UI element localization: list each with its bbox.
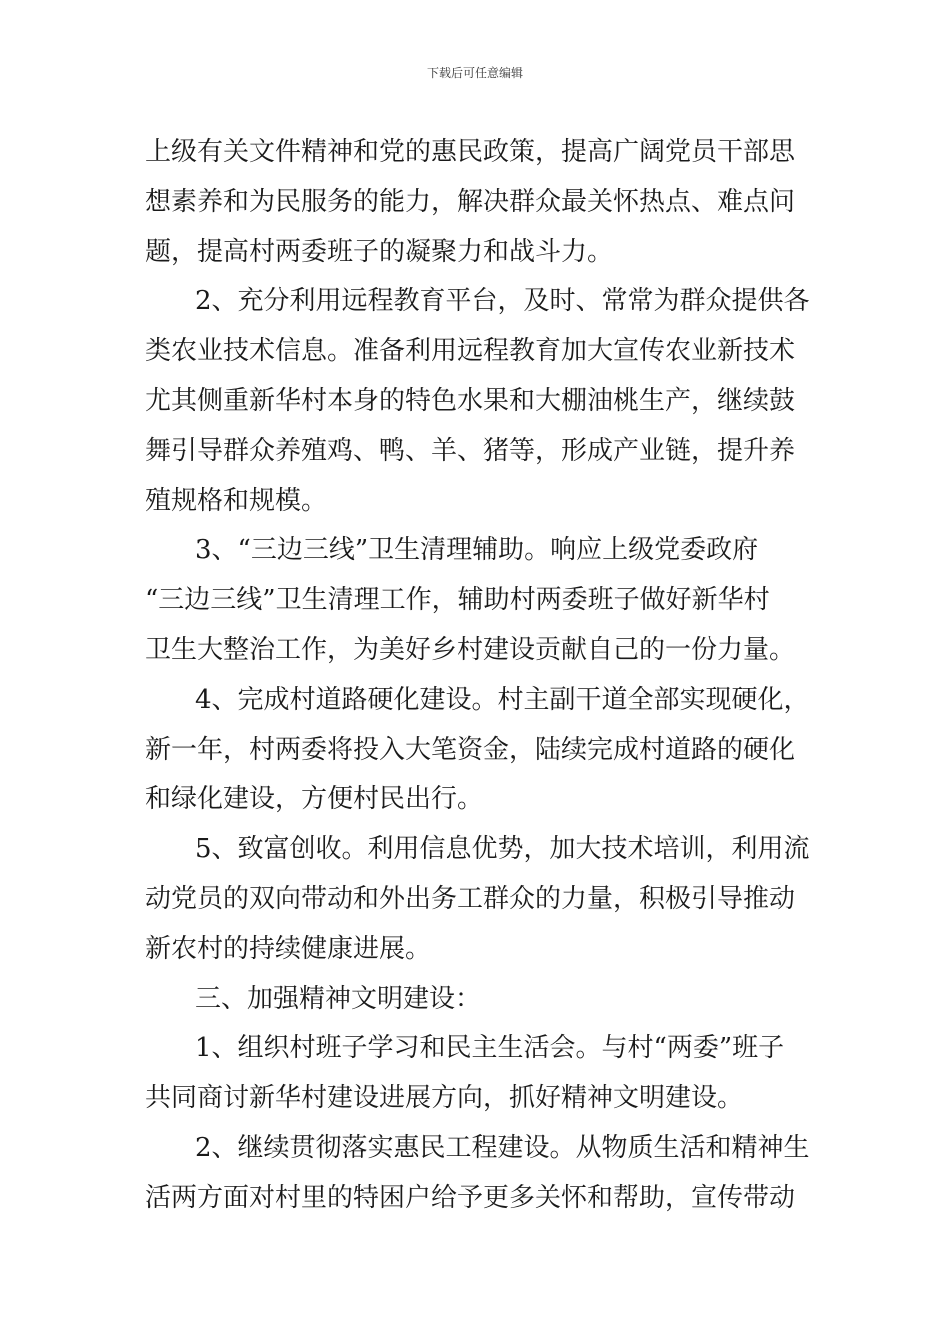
text-line: 2、继续贯彻落实惠民工程建设。从物质生活和精神生 [195,1132,810,1163]
text-line: 1、组织村班子学习和民主生活会。与村“两委”班子 [195,1033,785,1064]
text-line: 动党员的双向带动和外出务工群众的力量，积极引导推动 [145,883,796,914]
text-line: 5、致富创收。利用信息优势，加大技术培训，利用流 [195,834,810,865]
text-line: 舞引导群众养殖鸡、鸭、羊、猪等，形成产业链，提升养 [145,435,796,466]
text-line: 活两方面对村里的特困户给予更多关怀和帮助，宣传带动 [145,1182,796,1213]
text-line: 新农村的持续健康进展。 [145,933,432,964]
document-body [145,128,810,1224]
text-line: 新一年，村两委将投入大笔资金，陆续完成村道路的硬化 [145,734,796,765]
text-line: 4、完成村道路硬化建设。村主副干道全部实现硬化， [195,684,810,715]
text-line: 3、“三边三线”卫生清理辅助。响应上级党委政府 [195,535,759,566]
text-line: 共同商讨新华村建设进展方向，抓好精神文明建设。 [145,1083,744,1114]
text-line: 题，提高村两委班子的凝聚力和战斗力。 [145,236,614,267]
text-line: “三边三线”卫生清理工作，辅助村两委班子做好新华村 [145,585,770,616]
text-line: 和绿化建设，方便村民出行。 [145,784,484,815]
text-line: 殖规格和规模。 [145,485,328,516]
text-line: 卫生大整治工作，为美好乡村建设贡献自己的一份力量。 [145,634,796,665]
text-line: 尤其侧重新华村本身的特色水果和大棚油桃生产，继续鼓 [145,385,796,416]
text-line: 上级有关文件精神和党的惠民政策，提高广阔党员干部思 [145,137,796,167]
text-line: 2、充分利用远程教育平台，及时、常常为群众提供各 [195,286,810,317]
text-line: 三、加强精神文明建设： [195,983,482,1014]
page-header-note: 下载后可任意编辑 [426,66,523,80]
text-line: 想素养和为民服务的能力，解决群众最关怀热点、难点问 [145,186,796,217]
text-line: 类农业技术信息。准备利用远程教育加大宣传农业新技术 [145,336,796,367]
